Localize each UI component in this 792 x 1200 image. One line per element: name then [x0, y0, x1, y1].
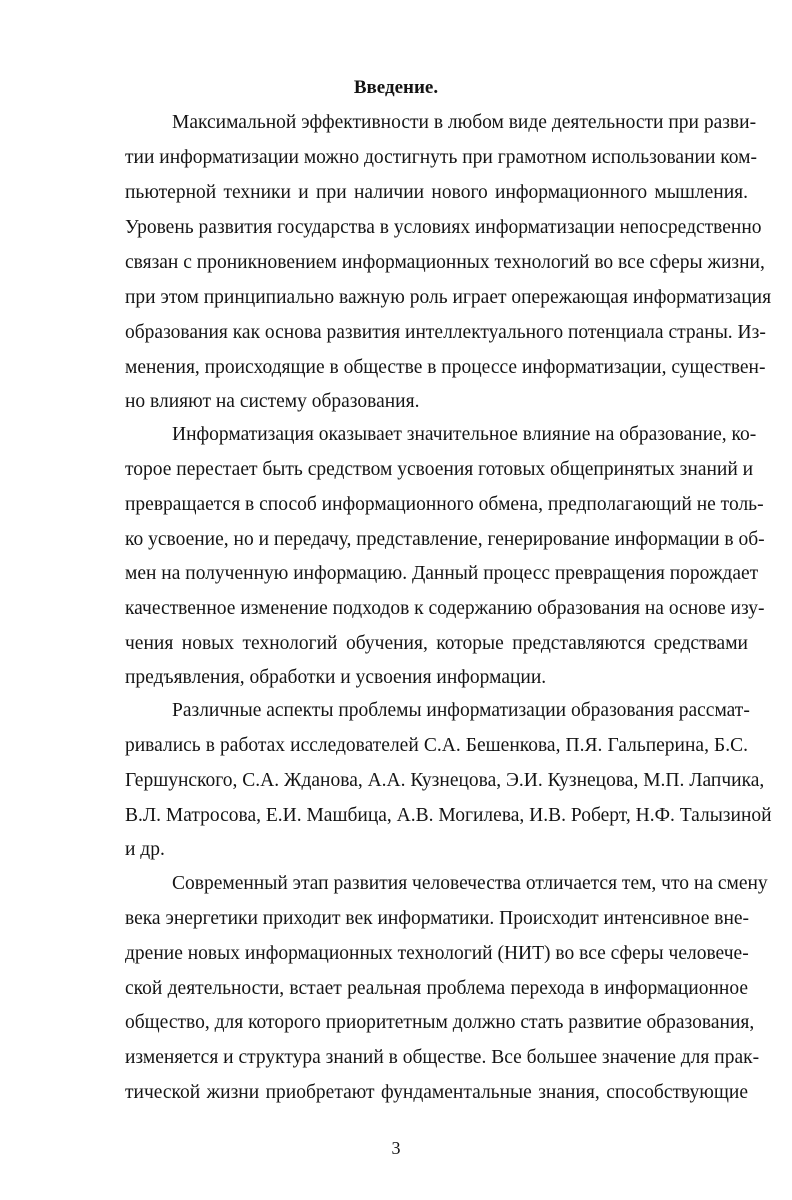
text-line: пьютерной техники и при наличии нового информационного мышления. — [125, 182, 748, 203]
text-line: Различные аспекты проблемы информатизации образования рассмат- — [172, 700, 750, 721]
text-line: образования как основа развития интеллектуального потенциала страны. Из- — [125, 322, 766, 343]
text-line: и др. — [125, 839, 165, 860]
page-title: Введение. — [353, 77, 439, 98]
text-line: ской деятельности, встает реальная проблема перехода в информационное — [125, 978, 748, 999]
text-line: дрение новых информационных технологий (НИТ) во все сферы человече- — [125, 943, 749, 964]
text-line: Максимальной эффективности в любом виде деятельности при разви- — [172, 112, 757, 133]
text-line: ко усвоение, но и передачу, представление, генерирование информации в об- — [125, 529, 765, 550]
text-line: Уровень развития государства в условиях информатизации непосредственно — [125, 217, 762, 238]
text-line: при этом принципиально важную роль играет опережающая информатизация — [125, 287, 772, 308]
text-line: но влияют на систему образования. — [125, 391, 420, 412]
text-line: тической жизни приобретают фундаментальные знания, способствующие — [125, 1082, 748, 1103]
text-line: общество, для которого приоритетным должно стать развитие образования, — [125, 1012, 755, 1033]
text-line: чения новых технологий обучения, которые представляются средствами — [125, 633, 748, 654]
text-line: века энергетики приходит век информатики. Происходит интенсивное вне- — [125, 908, 750, 929]
text-line: тии информатизации можно достигнуть при грамотном использовании ком- — [125, 147, 757, 168]
text-line: мен на полученную информацию. Данный процесс превращения порождает — [125, 563, 759, 584]
text-line: торое перестает быть средством усвоения готовых общепринятых знаний и — [125, 459, 754, 480]
page-number: 3 — [391, 1138, 401, 1158]
text-line: превращается в способ информационного обмена, предполагающий не толь- — [125, 494, 764, 515]
text-line: Современный этап развития человечества отличается тем, что на смену — [172, 873, 768, 894]
text-line: Гершунского, С.А. Жданова, А.А. Кузнецова, Э.И. Кузнецова, М.П. Лапчика, — [125, 770, 765, 791]
text-line: ривались в работах исследователей С.А. Бешенкова, П.Я. Гальперина, Б.С. — [125, 735, 748, 756]
text-line: предъявления, обработки и усвоения информации. — [125, 667, 547, 688]
text-line: Информатизация оказывает значительное влияние на образование, ко- — [172, 424, 757, 445]
text-line: В.Л. Матросова, Е.И. Машбица, А.В. Могилева, И.В. Роберт, Н.Ф. Талызиной — [125, 805, 772, 826]
text-line: изменяется и структура знаний в обществе. Все большее значение для прак- — [125, 1047, 760, 1068]
text-line: связан с проникновением информационных технологий во все сферы жизни, — [125, 252, 765, 273]
text-line: качественное изменение подходов к содержанию образования на основе изу- — [125, 598, 765, 619]
text-line: менения, происходящие в обществе в процессе информатизации, существен- — [125, 357, 766, 378]
